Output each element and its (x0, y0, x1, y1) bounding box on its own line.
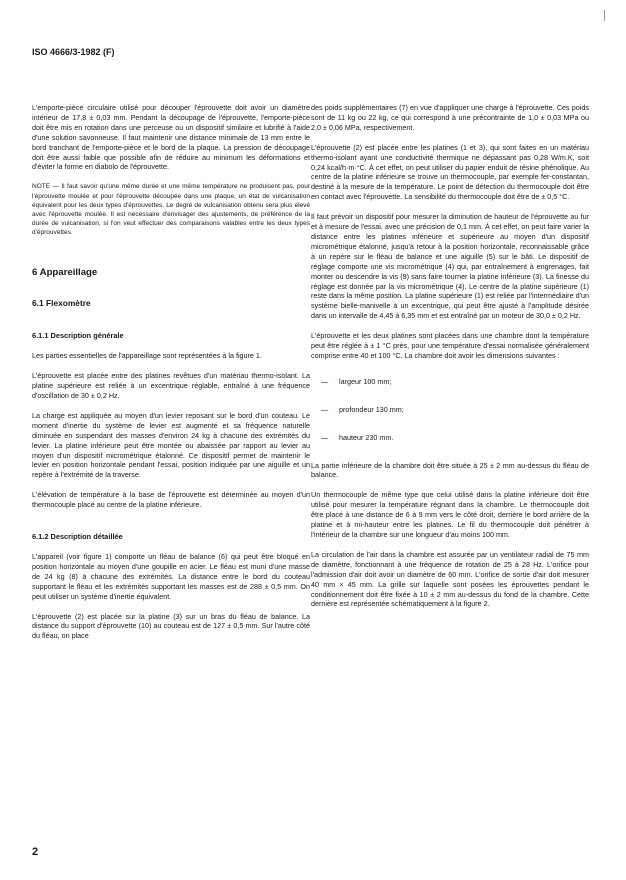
paragraph: La partie inférieure de la chambre doit être située à 25 ± 2 mm au-dessus du fléau de balance. (311, 460, 589, 480)
paragraph: Il faut prévoir un dispositif pour mesurer la diminution de hauteur de l'éprouvette au fur et à mesure de l'essai, avec une précision de 0,1 mm. À cet effet, on peut faire varier la distance entre les platines inférieure et supérieure au moyen d'un dispositif micrométrique étalonné, jusqu'à retour à la position horizontale, reconnaissable grâce à un repère sur le fléau de balance et une aiguille (5) sur le bâti. Le dispositif de réglage comporte une vis micrométrique (4) qui, par entraînement à engrenages, fait monter ou descendre la vis (9) sans faire tourner la platine inférieure (3). La finesse du réglage est donnée par la vis micrométrique (4). Le centre de la platine supérieure (1) reste dans la même position. La platine supérieure (1) est reliée par l'intermédiaire d'un système bielle-manivelle à un excentrique, qui peut être ajusté à l'amplitude désirée dans un intervalle de 4,45 à 6,35 mm et est entraîné par un moteur de 30,0 ± 0,2 Hz. (311, 212, 589, 321)
subsubsection-heading: 6.1.1 Description générale (32, 331, 124, 341)
page-edge-mark (604, 10, 605, 21)
paragraph: L'appareil (voir figure 1) comporte un fléau de balance (6) qui peut être bloqué en position horizontale au moyen d'une goupille en acier. Le fléau est muni d'une masse de 24 kg (8) à chacune des extrémités. La distance entre le bord du couteau supportant le fléau et les extrémités supportant les masses est de 288 ± 0,5 mm. On peut utiliser un système d'inertie équivalent. (32, 551, 310, 601)
list-item: — hauteur 230 mm. (321, 432, 394, 442)
dimension-list (311, 377, 589, 443)
paragraph: L'éprouvette et les deux platines sont placées dans une chambre dont la température peut être réglée à ± 1 °C près, pour une température d'essai normalisée généralement comprise entre 40 et 100 °C. La chambre doit avoir les dimensions suivantes : (311, 331, 589, 360)
subsection-heading: 6.1 Flexomètre (32, 298, 91, 309)
document-header: ISO 4666/3-1982 (F) (32, 47, 115, 57)
paragraph: La charge est appliquée au moyen d'un levier reposant sur le bord d'un couteau. Le moment d'inertie du système de levier est augmenté et sa fréquence naturelle diminuée en suspendant des masses d'environ 24 kg à chacune des extrémités du levier. La platine inférieure peut être montée ou abaissée par rapport au levier au moyen d'un dispositif micrométrique étalonné. Ce dispositif permet de maintenir le levier en position horizontale pendant l'essai, position indiquée par une aiguille et un repère à l'extrémité de la traverse. (32, 410, 310, 480)
left-column (32, 103, 310, 651)
paragraph: L'éprouvette (2) est placée entre les platines (1 et 3), qui sont faites en un matériau thermo-isolant ayant une conductivité thermique ne dépassant pas 0,28 W/m.K, soit 0,24 kcal/h·m·°C. À cet effet, on peut utiliser du papier enduit de résine phénolique. Au centre de la platine inférieure se trouve un thermocouple, par exemple fer-constantan, destiné à la mesure de la température. Le point de détection du thermocouple doit être en contact avec l'éprouvette. La sensibilité du thermocouple doit être de ± 0,5 °C. (311, 142, 589, 202)
subsubsection-heading: 6.1.2 Description détaillée (32, 532, 123, 542)
paragraph: Les parties essentielles de l'appareillage sont représentées à la figure 1. (32, 351, 262, 361)
paragraph: L'élévation de température à la base de l'éprouvette est déterminée au moyen d'un thermocouple placé au centre de la platine inférieure. (32, 490, 310, 510)
paragraph: L'emporte-pièce circulaire utilisé pour découper l'éprouvette doit avoir un diamètre intérieur de 17,8 ± 0,03 mm. Pendant la découpage de l'éprouvette, l'emporte-pièce doit être mis en rotation dans une perceuse ou un dispositif similaire et lubrifié à l'aide d'une solution savonneuse. Il faut maintenir une distance minimale de 13 mm entre le bord tranchant de l'emporte-pièce et le bord de la plaque. La pression de découpage doit être aussi faible que possible afin de réduire au minimum les déformations et d'éviter la forme en diabolo de l'éprouvette. (32, 103, 310, 172)
list-item: — largeur 100 mm; (321, 376, 392, 386)
paragraph: Un thermocouple de même type que celui utilisé dans la platine inférieure doit être utilisé pour mesurer la température régnant dans la chambre. Le thermocouple doit être placé à une distance de 6 à 9 mm vers le côté droit, derrière le bord arrière de la platine et à mi-hauteur entre les platines. Le fil du thermocouple doit pénétrer à l'intérieur de la chambre sur une longueur d'au moins 100 mm. (311, 490, 589, 539)
list-item: — profondeur 130 mm; (321, 404, 404, 414)
page-number: 2 (32, 846, 39, 858)
paragraph: L'éprouvette est placée entre des platines revêtues d'un matériau thermo-isolant. La platine supérieure est reliée à un excentrique réglable, entraîné à une fréquence d'oscillation de 30 ± 0,2 Hz. (32, 371, 310, 400)
section-heading: 6 Appareillage (32, 266, 98, 278)
note: NOTE — Il faut savoir qu'une même durée et une même température ne produisent pas, pour l'éprouvette moulée et pour l'éprouvette découpée dans une plaque, un état de vulcanisation équivalent pour les deux types d'éprouvettes. Le degré de vulcanisation obtenu sera plus élevé avec l'éprouvette moulée. Il est nécessaire d'envisager des ajustements, de préférence de la durée de vulcanisation, si l'on veut effectuer des comparaisons valables entre les deux types d'éprouvettes. (32, 183, 310, 237)
paragraph: des poids supplémentaires (7) en vue d'appliquer une charge à l'éprouvette. Ces poids sont de 11 kg ou 22 kg, ce qui correspond à une précontrainte de 1,0 ± 0,03 MPa ou 2,0 ± 0,06 MPa, respectivement. (311, 103, 589, 132)
right-column (311, 103, 589, 619)
paragraph: La circulation de l'air dans la chambre est assurée par un ventilateur radial de 75 mm de diamètre, fonctionnant à une fréquence de rotation de 25 à 28 Hz. L'orifice pour l'admission d'air doit avoir un diamètre de 60 mm. L'orifice de sortie d'air doit mesurer 40 mm × 45 mm. La grille sur laquelle sont posées les éprouvettes pendant le conditionnement doit être fixée à 10 ± 2 mm au-dessus du fond de la chambre. Cette dernière est représentée schématiquement à la figure 2. (311, 549, 589, 609)
paragraph: L'éprouvette (2) est placée sur la platine (3) sur un bras du fléau de balance. La distance du support d'éprouvette (10) au couteau est de 127 ± 0,5 mm. Sur l'autre côté du fléau, on place (32, 611, 310, 641)
